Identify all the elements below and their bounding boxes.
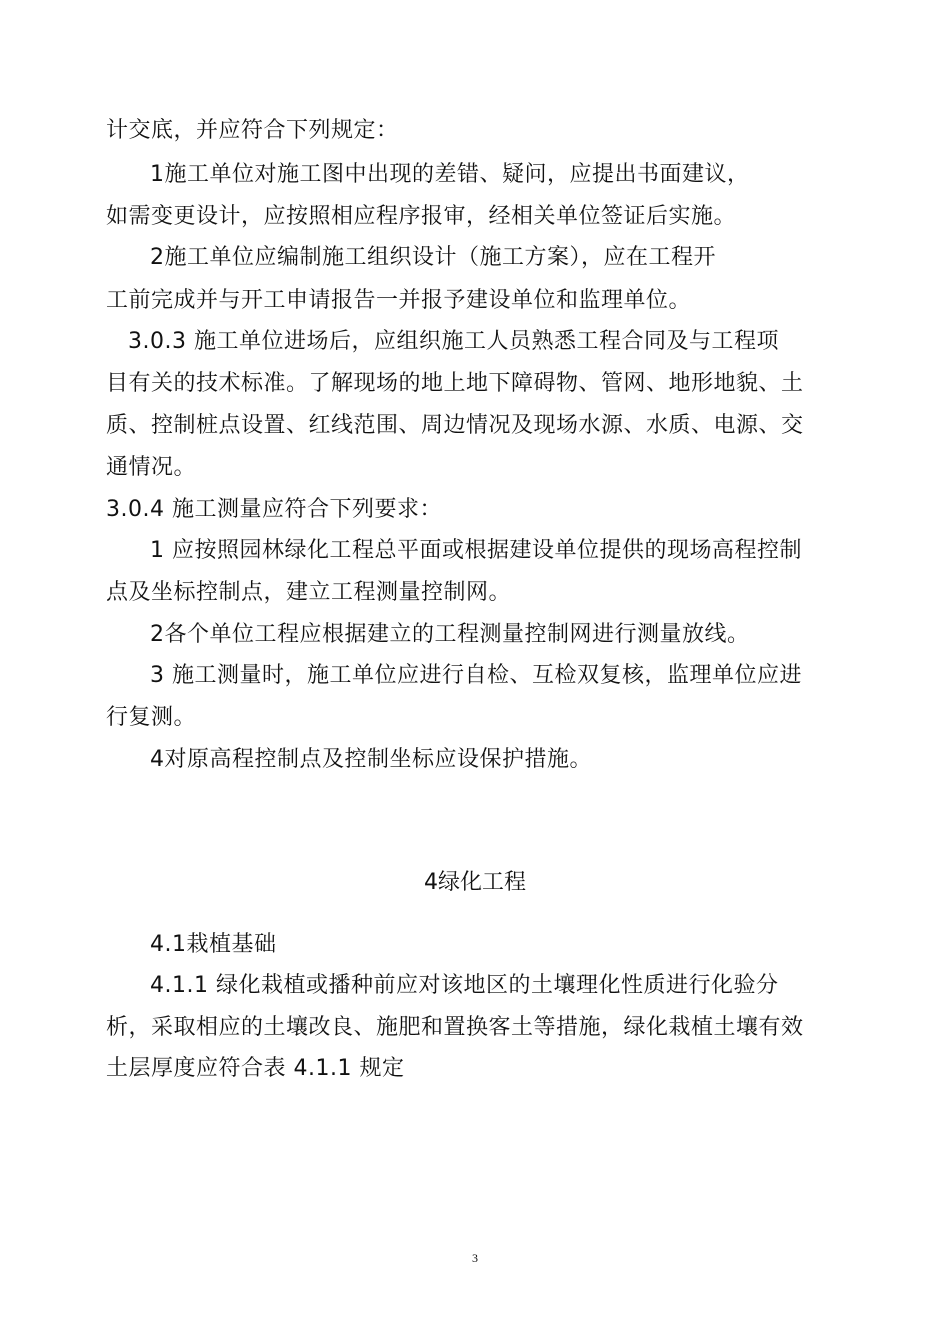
- text-line: 通情况。: [106, 455, 197, 480]
- page-number: 3: [472, 1251, 478, 1265]
- text-line: 4.1.1 绿化栽植或播种前应对该地区的土壤理化性质进行化验分: [150, 973, 779, 998]
- text-line: 2各个单位工程应根据建立的工程测量控制网进行测量放线。: [150, 622, 750, 647]
- text-line: 工前完成并与开工申请报告一并报予建设单位和监理单位。: [106, 288, 692, 313]
- text-line: 行复测。: [106, 705, 197, 730]
- section-heading: 4绿化工程: [424, 870, 526, 895]
- text-line: 3 施工测量时，施工单位应进行自检、互检双复核，监理单位应进: [150, 663, 802, 688]
- text-line: 目有关的技术标准。了解现场的地上地下障碍物、管网、地形地貌、土: [106, 371, 804, 396]
- text-line: 计交底，并应符合下列规定：: [106, 118, 399, 143]
- text-line: 质、控制桩点设置、红线范围、周边情况及现场水源、水质、电源、交: [106, 413, 804, 438]
- text-line: 析，采取相应的土壤改良、施肥和置换客土等措施，绿化栽植土壤有效: [106, 1015, 804, 1040]
- text-line: 2施工单位应编制施工组织设计（施工方案），应在工程开: [150, 245, 716, 270]
- text-line: 1 应按照园林绿化工程总平面或根据建设单位提供的现场高程控制: [150, 538, 802, 563]
- text-line: 点及坐标控制点，建立工程测量控制网。: [106, 580, 512, 605]
- text-line: 4对原高程控制点及控制坐标应设保护措施。: [150, 747, 592, 772]
- text-line: 土层厚度应符合表 4.1.1 规定: [106, 1056, 405, 1081]
- text-line: 3.0.3 施工单位进场后，应组织施工人员熟悉工程合同及与工程项: [128, 329, 779, 354]
- text-line: 1施工单位对施工图中出现的差错、疑问，应提出书面建议，: [150, 162, 750, 187]
- subsection-title: 4.1栽植基础: [150, 932, 277, 957]
- text-line: 3.0.4 施工测量应符合下列要求：: [106, 497, 442, 522]
- text-line: 如需变更设计，应按照相应程序报审，经相关单位签证后实施。: [106, 204, 737, 229]
